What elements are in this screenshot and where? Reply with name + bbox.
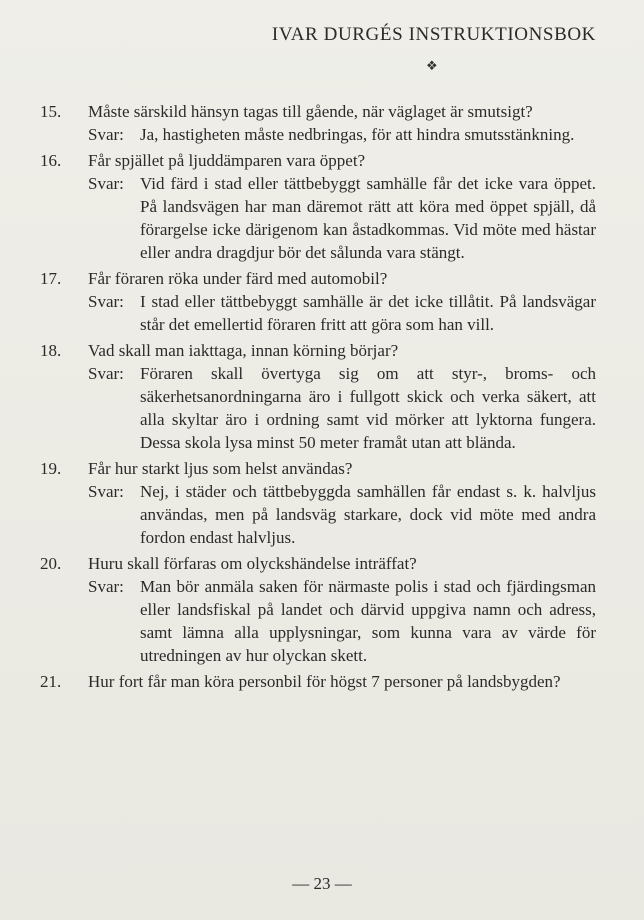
question-text: Huru skall förfaras om olyckshändelse inträffat? xyxy=(88,554,417,573)
qa-item xyxy=(40,339,596,454)
answer-text: Föraren skall övertyga sig om att styr-, broms- och säkerhetsanordningarna äro i fullgott skick och verka säkert, att alla skyltar äro i ordning samt vid mörker att lyktorna fungera. Dessa skola lysa minst 50 meter framåt utan att blända. xyxy=(140,364,596,452)
qa-item xyxy=(40,457,596,549)
question-number: 16. xyxy=(40,151,62,170)
question-number: 21. xyxy=(40,672,62,691)
answer-label: Svar: xyxy=(88,292,124,311)
answer-text: Nej, i städer och tättbebyggda samhällen får endast s. k. halvljus användas, men på landsväg starkare, dock vid möte med andra fordon endast halvljus. xyxy=(140,482,596,547)
answer-label: Svar: xyxy=(88,125,124,144)
answer xyxy=(88,362,596,454)
answer-text: Man bör anmäla saken för närmaste polis i stad och fjärdingsman eller landsfiskal på landet och därvid uppgiva namn och adress, samt lämna alla upplysningar, som kunna vara av värde för utredningen av hur olyckan skett. xyxy=(140,577,596,665)
answer-label: Svar: xyxy=(88,482,124,501)
question-text: Måste särskild hänsyn tagas till gående, när väglaget är smutsigt? xyxy=(88,102,533,121)
qa-item xyxy=(40,100,596,146)
question-number: 20. xyxy=(40,554,62,573)
qa-item xyxy=(40,267,596,336)
question-number: 18. xyxy=(40,341,62,360)
qa-item xyxy=(40,552,596,667)
answer xyxy=(88,290,596,336)
answer-text: Ja, hastigheten måste nedbringas, för att hindra smutsstänkning. xyxy=(140,125,575,144)
question-text: Får föraren röka under färd med automobil? xyxy=(88,269,388,288)
question-number: 17. xyxy=(40,269,62,288)
header-ornament: ❖ xyxy=(426,58,438,73)
question-text: Vad skall man iakttaga, innan körning börjar? xyxy=(88,341,399,360)
answer-text: Vid färd i stad eller tättbebyggt samhälle får det icke vara öppet. På landsvägen har man däremot rätt att köra med öppet spjäll, då förargelse icke därigenom kan åstadkommas. Vid möte med hästar eller andra dragdjur bör det sålunda vara stängt. xyxy=(140,174,596,262)
question-number: 19. xyxy=(40,459,62,478)
answer xyxy=(88,575,596,667)
answer-label: Svar: xyxy=(88,174,124,193)
question-number: 15. xyxy=(40,102,62,121)
qa-item xyxy=(40,149,596,264)
answer-text: I stad eller tättbebyggt samhälle är det icke tillåtit. På landsvägar står det emellertid föraren fritt att göra som han vill. xyxy=(140,292,596,334)
running-header: IVAR DURGÉS INSTRUKTIONSBOK xyxy=(271,24,596,45)
answer xyxy=(88,480,596,549)
answer xyxy=(88,172,596,264)
answer-label: Svar: xyxy=(88,577,124,596)
qa-list xyxy=(40,100,596,696)
question-text: Får hur starkt ljus som helst användas? xyxy=(88,459,353,478)
page-number: — 23 — xyxy=(292,874,352,893)
qa-item xyxy=(40,670,596,693)
answer xyxy=(88,123,596,146)
question-text: Får spjället på ljuddämparen vara öppet? xyxy=(88,151,366,170)
answer-label: Svar: xyxy=(88,364,124,383)
question-text: Hur fort får man köra personbil för högst 7 personer på landsbygden? xyxy=(88,672,561,691)
